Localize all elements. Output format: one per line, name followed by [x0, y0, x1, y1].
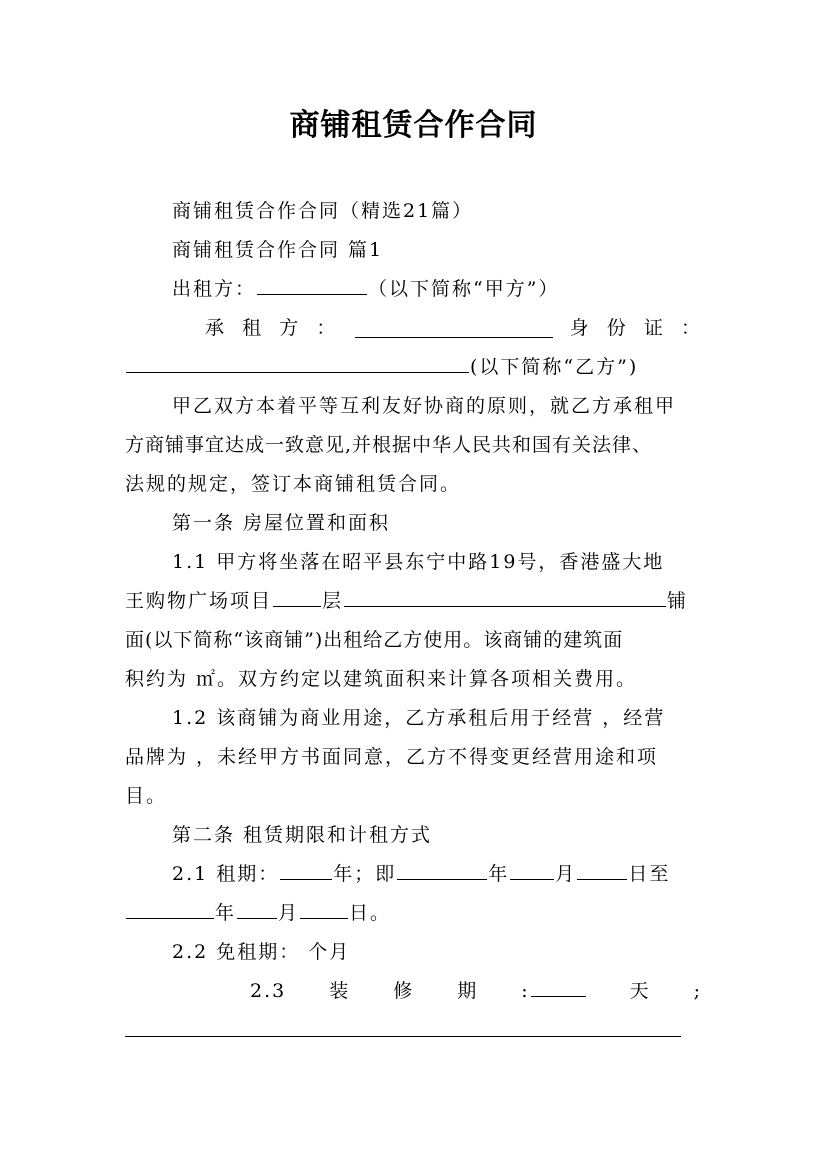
term-text: 月 — [555, 863, 577, 885]
clause-text: 层 — [322, 590, 344, 612]
lessee-char: 方 — [279, 317, 301, 339]
decoration-text: 修 — [393, 980, 415, 1002]
lessee-blank — [355, 336, 553, 338]
term-text: 月 — [278, 902, 300, 924]
clause-line — [125, 589, 703, 613]
subtitle-line: 商铺租赁合作合同（精选21篇） — [172, 200, 474, 222]
term-text: 日。 — [349, 902, 392, 924]
term-text: 日至 — [628, 863, 671, 885]
article-heading: 第一条 房屋位置和面积 — [172, 512, 391, 534]
document-title: 商铺租赁合作合同 — [289, 108, 538, 143]
lessee-line — [205, 316, 702, 340]
years-blank — [280, 878, 332, 880]
term-text: 2.1 租期： — [172, 863, 280, 885]
lessee-char: 租 — [242, 317, 264, 339]
id-colon: ： — [680, 317, 702, 339]
clause-text: 王购物广场项目 — [125, 590, 273, 612]
lessor-note: （以下简称“甲方”） — [368, 278, 560, 300]
start-day-blank — [577, 878, 627, 880]
lessor-blank — [257, 293, 367, 295]
term-line — [172, 862, 703, 886]
decoration-blank-group: : — [521, 979, 586, 1003]
clause-line: 目。 — [125, 785, 168, 807]
id-blank — [126, 371, 469, 373]
decoration-text: 装 — [329, 980, 351, 1002]
long-blank — [125, 1018, 681, 1037]
lessee-note: (以下简称“乙方”) — [470, 356, 639, 378]
lessor-line — [172, 277, 703, 301]
paragraph-line: 方商铺事宜达成一致意见,并根据中华人民共和国有关法律、 — [125, 434, 653, 456]
term-text: 年 — [215, 902, 237, 924]
end-day-blank — [300, 917, 348, 919]
shop-blank — [344, 605, 666, 607]
term-text: 年；即 — [333, 863, 397, 885]
lessor-label: 出租方： — [172, 278, 257, 300]
end-month-blank — [237, 917, 277, 919]
decoration-text: 2.3 — [250, 980, 287, 1002]
paragraph-line: 法规的规定，签订本商铺租赁合同。 — [125, 473, 462, 495]
decoration-line — [250, 979, 702, 1003]
section-heading: 商铺租赁合作合同 篇1 — [172, 239, 384, 261]
id-char: 证 — [643, 317, 665, 339]
clause-line: 面(以下简称“该商铺”)出租给乙方使用。该商铺的建筑面 — [125, 629, 624, 651]
clause-line: 品牌为 ，未经甲方书面同意，乙方不得变更经营用途和项 — [125, 746, 659, 768]
id-char: 身 — [569, 317, 591, 339]
term-line — [125, 901, 703, 925]
id-char: 份 — [606, 317, 628, 339]
term-text: 年 — [488, 863, 510, 885]
article-heading: 第二条 租赁期限和计租方式 — [172, 824, 433, 846]
decoration-text: ; — [693, 980, 702, 1002]
decoration-text: 期 — [457, 980, 479, 1002]
end-year-blank — [126, 917, 214, 919]
clause-line: 积约为 ㎡。双方约定以建筑面积来计算各项相关费用。 — [125, 668, 638, 690]
floor-blank — [273, 605, 321, 607]
lessee-colon: ： — [316, 317, 338, 339]
decoration-blank-line — [125, 1018, 681, 1042]
paragraph-line: 甲乙双方本着平等互利友好协商的原则，就乙方承租甲 — [172, 395, 677, 417]
start-month-blank — [510, 878, 554, 880]
start-year-blank — [397, 878, 487, 880]
lessee-char: 承 — [205, 317, 227, 339]
decoration-text: 天 — [629, 980, 651, 1002]
decoration-days-blank — [531, 995, 586, 997]
clause-line: 1.2 该商铺为商业用途，乙方承租后用于经营 ，经营 — [172, 707, 666, 729]
clause-line: 1.1 甲方将坐落在昭平县东宁中路19号，香港盛大地 — [172, 551, 665, 573]
clause-text: 铺 — [667, 590, 689, 612]
free-rent-line: 2.2 免租期： 个月 — [172, 941, 351, 963]
lessee-id-line — [125, 355, 703, 379]
